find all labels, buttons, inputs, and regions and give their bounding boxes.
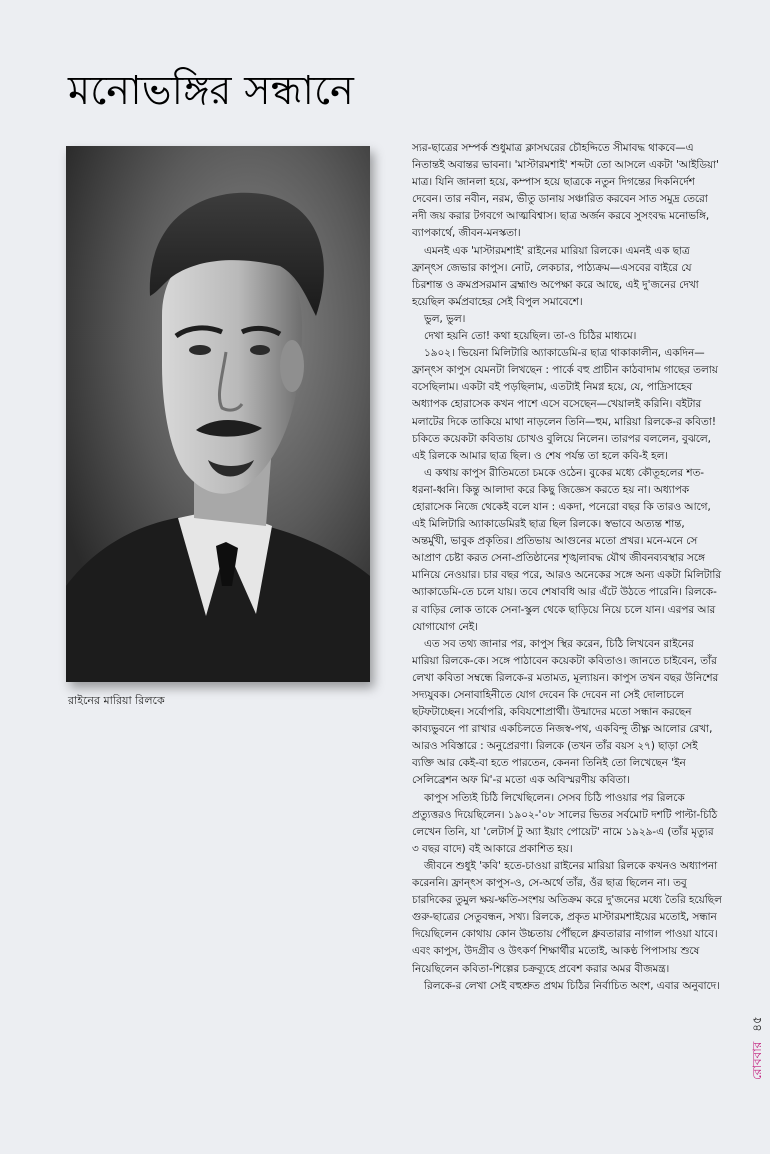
article-paragraph: জীবনে শুধুই 'কবি' হতে-চাওয়া রাইনের মারিয়া রিলকে কখনও অধ্যাপনা করেননি। ফ্রান্‌ৎস কাপুস-ও, সে-অর্থে তাঁর, ওঁর ছাত্র ছিলেন না। তবু চারদিকের তুমুল ক্ষয়-ক্ষতি-সংশয় অতিক্রম করে দু'জনের মধ্যে তৈরি হয়েছিল গুরু-ছাত্রের সেতুবন্ধন, সখ্য। রিলকে, প্রকৃত মাস্টারমশাইয়ের মতোই, সন্ধান দিয়েছিলেন কোথায় কোন উচ্চতায় পৌঁছলে ধ্রুবতারার নাগাল পাওয়া যাবে। এবং কাপুস, উদগ্রীব ও উৎকর্ণ শিক্ষার্থীর মতোই, আকণ্ঠ পিপাসায় শুষে নিয়েছিলেন কবিতা-শিল্পের চক্রব্যূহে প্রবেশ করার অমর বীজমন্ত্র।	[412, 859, 722, 975]
article-paragraph: এমনই এক 'মাস্টারমশাই' রাইনের মারিয়া রিলকে। এমনই এক ছাত্র ফ্রান্‌ৎস জেভার কাপুস। নোট, লেকচার, পাঠ্যক্রম—এসবের বাইরে যে চিরশান্ত ও ক্রমপ্রসরমান ব্রহ্মাণ্ড অপেক্ষা করে আছে, এই দু'জনের দেখা হয়েছিল কর্মপ্রবাহের সেই বিপুল সমাবেশে।	[412, 244, 699, 308]
article-paragraph: এ কথায় কাপুস রীতিমতো চমকে ওঠেন। বুকের মধ্যে কৌতূহলের শত-ধরনা-ধ্বনি। কিন্তু আলাদা করে কিছু জিজ্ঞেস করতে হয় না। অধ্যাপক হোরাসেক নিজে থেকেই বলে যান : একদা, পনেরো বছর কি তারও আগে, এই মিলিটারি অ্যাকাডেমিরই ছাত্র ছিল রিলকে। স্বভাবে অত্যন্ত শান্ত, অন্তর্মুখী, ভাবুক প্রকৃতির। প্রতিভায় আগুনের মতো প্রখর। মনে-মনে সে আপ্রাণ চেষ্টা করত সেনা-প্রতিষ্ঠানের শৃঙ্খলাবদ্ধ যৌথ জীবনব্যবস্থার সঙ্গে মানিয়ে নেওয়ার। চার বছর পরে, আরও অনেকের সঙ্গে অন্য একটা মিলিটারি অ্যাকাডেমি-তে চলে যায়। তবে শেষাবধি আর এঁটে উঠতে পারেনি। রিলকে-র বাড়ির লোক তাকে সেনা-স্কুল থেকে ছাড়িয়ে নিয়ে চলে যান। এরপর আর যোগাযোগ নেই।	[412, 466, 722, 633]
portrait-illustration	[66, 146, 370, 682]
portrait-photo	[66, 146, 370, 682]
article-paragraph: স্যর-ছাত্রের সম্পর্ক শুধুমাত্র ক্লাসঘরের চৌহদ্দিতে সীমাবদ্ধ থাকবে—এ নিতান্তই অবান্তর ভাবনা। 'মাস্টারমশাই' শব্দটা তো আসলে একটা 'আইডিয়া' মাত্র। যিনি জানলা হয়ে, কম্পাস হয়ে ছাত্রকে নতুন দিগন্তের দিকনির্দেশ দেবেন। তার নবীন, নরম, ভীতু ডানায় সঞ্চারিত করবেন সাত সমুদ্র তেরো নদী জয় করার টগবগে আত্মবিশ্বাস। ছাত্র অর্জন করবে সুসংবদ্ধ মনোভঙ্গি, ব্যাপকার্থে, জীবন-মনস্কতা।	[412, 142, 719, 240]
article-body	[412, 140, 722, 1080]
article-paragraph: ১৯০২। ভিয়েনা মিলিটারি অ্যাকাডেমি-র ছাত্র থাকাকালীন, একদিন—ফ্রান্‌ৎস কাপুস যেমনটা লিখছেন : পার্কে বহু প্রাচীন কাঠবাদাম গাছের তলায় বসেছিলাম। একটা বই পড়ছিলাম, এতটাই নিমগ্ন হয়ে, যে, পাদ্রিসাহেব অধ্যাপক হোরাসেক কখন পাশে এসে বসেছেন—খেয়ালই করিনি। বইটার মলাটের দিকে তাকিয়ে মাথা নাড়লেন তিনি—হুম, মারিয়া রিলকে-র কবিতা! চকিতে কয়েকটা কবিতায় চোখও বুলিয়ে নিলেন। তারপর বললেন, বুঝলে, এই রিলকে আমার ছাত্র ছিল। ও শেষ পর্যন্ত তা হলে কবি-ই হল।	[412, 347, 718, 462]
page-footer	[726, 1010, 764, 1080]
magazine-name: রোববার	[750, 1041, 764, 1080]
article-paragraph: এত সব তথ্য জানার পর, কাপুস স্থির করেন, চিঠি লিখবেন রাইনের মারিয়া রিলকে-কে। সঙ্গে পাঠাবেন কয়েকটা কবিতাও। জানতে চাইবেন, তাঁর লেখা কবিতা সম্বন্ধে রিলকে-র মতামত, মূল্যায়ন। কাপুস তখন বছর উনিশের সদ্যযুবক। সেনাবাহিনীতে যোগ দেবেন কি দেবেন না সেই দোলাচলে ছটফটাচ্ছেন। সর্বোপরি, কবিযশোপ্রার্থী। উন্মাদের মতো সন্ধান করছেন কাব্যভুবনে পা রাখার একচিলতে নিজস্ব-পথ, একবিন্দু তীক্ষ্ণ আলোর রেখা, আরও সবিস্তারে : অনুপ্রেরণা। রিলকে (তখন তাঁর বয়স ২৭) ছাড়া সেই ব্যক্তি আর কেই-বা হতে পারতেন, কেননা তিনিই তো লিখেছেন 'ইন সেলিব্রেশন অফ মি'-র মতো এক অবিস্মরণীয় কবিতা।	[412, 637, 719, 787]
photo-caption: রাইনের মারিয়া রিলকে	[68, 694, 165, 707]
page-number: ৪৫	[750, 1016, 764, 1032]
article-paragraph: কাপুস সত্যিই চিঠি লিখেছিলেন। সেসব চিঠি পাওয়ার পর রিলকে প্রত্যুত্তরও দিয়েছিলেন। ১৯০২-'০৮ সালের ভিতর সর্বমোট দশটি পাল্টা-চিঠি লেখেন তিনি, যা 'লেটার্স টু অ্যা ইয়াং পোয়েট' নামে ১৯২৯-এ (তাঁর মৃত্যুর ৩ বছর বাদে) বই আকারে প্রকাশিত হয়।	[412, 791, 718, 855]
article-paragraph: রিলকে-র লেখা সেই বহুশ্রুত প্রথম চিঠির নির্বাচিত অংশ, এবার অনুবাদে।	[424, 979, 720, 992]
article-paragraph: ভুল, ভুল।	[424, 312, 466, 325]
page-title: মনোভঙ্গির সন্ধানে	[68, 68, 354, 114]
article-paragraph: দেখা হয়নি তো! কথা হয়েছিল। তা-ও চিঠির মাধ্যমে।	[424, 330, 637, 343]
